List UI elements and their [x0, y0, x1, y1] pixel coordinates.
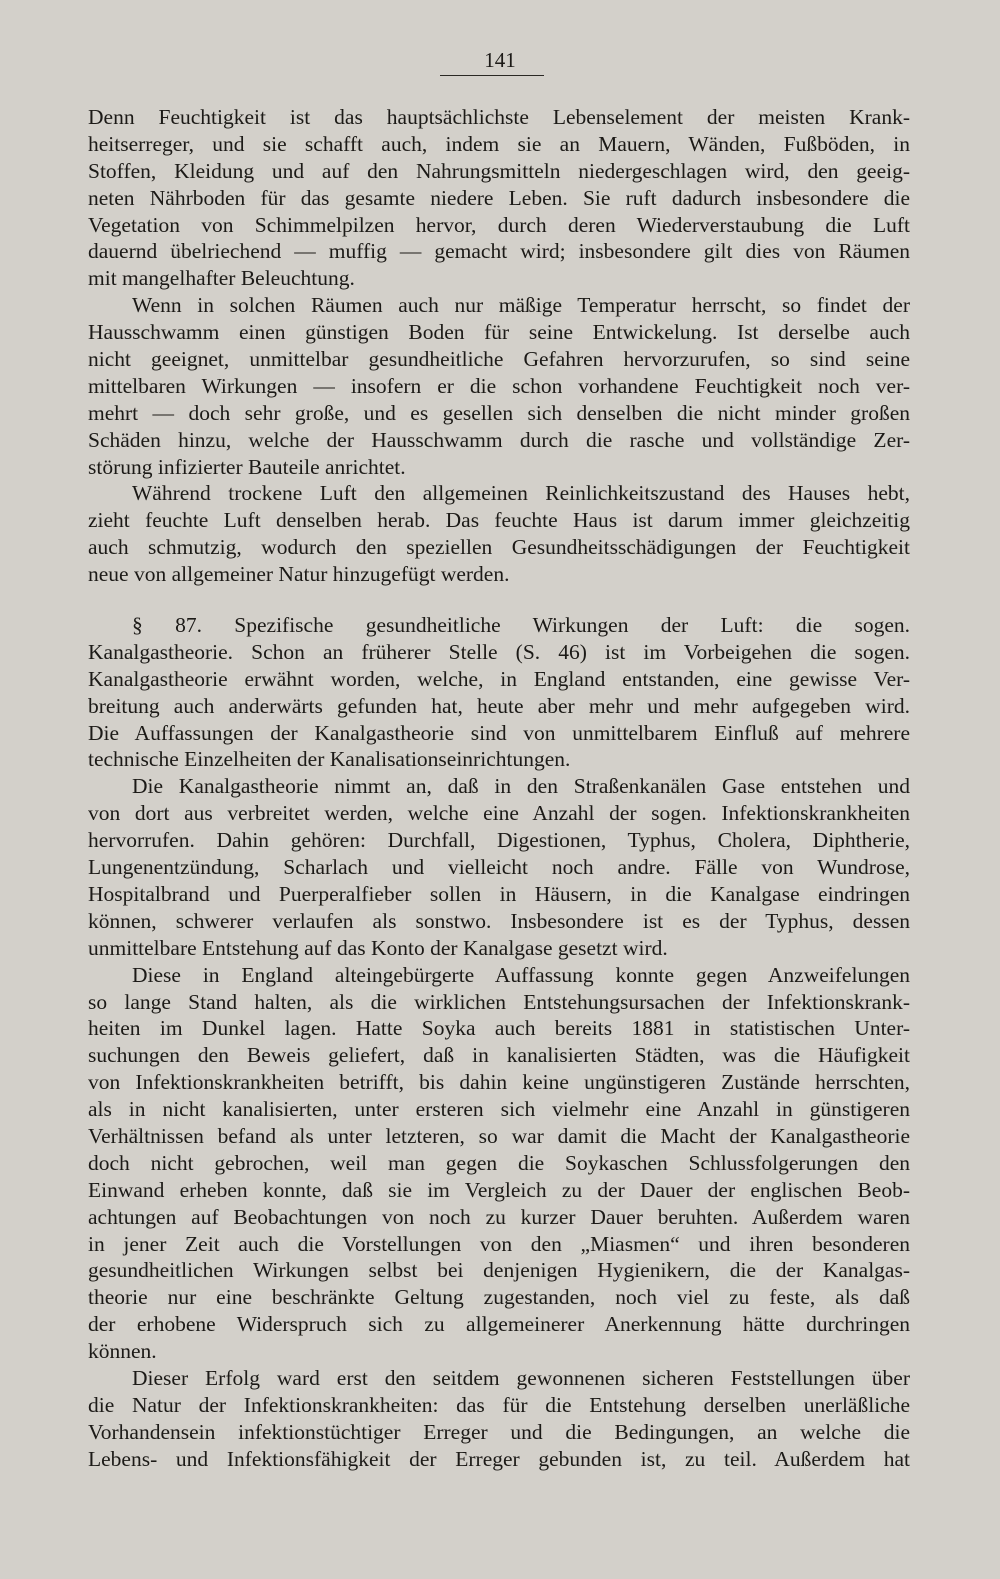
body-text: [88, 104, 910, 1473]
text-line: Wenn in solchen Räumen auch nur mäßige Temperatur herrscht, so findet der: [132, 293, 910, 318]
text-line: theorie nur eine beschränkte Geltung zugestanden, noch viel zu feste, als daß: [88, 1285, 910, 1310]
text-line: störung infizierter Bauteile anrichtet.: [88, 454, 406, 479]
text-line: mittelbaren Wirkungen — insofern er die schon vorhandene Feuchtigkeit noch ver-: [88, 373, 910, 398]
text-line: breitung auch anderwärts gefunden hat, heute aber mehr und mehr aufgegeben wird.: [88, 693, 910, 718]
text-line: neue von allgemeiner Natur hinzugefügt werden.: [88, 562, 510, 587]
text-line: Hausschwamm einen günstigen Boden für seine Entwickelung. Ist derselbe auch: [88, 320, 910, 345]
text-line: achtungen auf Beobachtungen von noch zu kurzer Dauer beruhten. Außerdem waren: [88, 1204, 910, 1229]
text-line: Während trockene Luft den allgemeinen Reinlichkeitszustand des Hauses hebt,: [132, 481, 910, 506]
text-line: Diese in England alteingebürgerte Auffassung konnte gegen Anzweifelungen: [132, 962, 910, 987]
text-line: suchungen den Beweis geliefert, daß in kanalisierten Städten, was die Häufigkeit: [88, 1043, 910, 1068]
text-line: hervorrufen. Dahin gehören: Durchfall, Digestionen, Typhus, Cholera, Diphtherie,: [88, 828, 910, 853]
text-line: Die Auffassungen der Kanalgastheorie sind von unmittelbarem Einfluß auf mehrere: [88, 720, 910, 745]
text-line: Stoffen, Kleidung und auf den Nahrungsmitteln niedergeschlagen wird, den geeig-: [88, 158, 910, 183]
text-line: neten Nährboden für das gesamte niedere Leben. Sie ruft dadurch insbesondere die: [88, 185, 910, 210]
text-line: heiten im Dunkel lagen. Hatte Soyka auch bereits 1881 in statistischen Unter-: [88, 1016, 910, 1041]
text-line: gesundheitlichen Wirkungen selbst bei denjenigen Hygienikern, die der Kanalgas-: [88, 1258, 910, 1283]
text-line: in jener Zeit auch die Vorstellungen von den „Miasmen“ und ihren besonderen: [88, 1231, 910, 1256]
text-line: Einwand erheben konnte, daß sie im Vergleich zu der Dauer der englischen Beob-: [88, 1177, 910, 1202]
text-line: Schäden hinzu, welche der Hausschwamm durch die rasche und vollständige Zer-: [88, 427, 910, 452]
text-line: § 87. Spezifische gesundheitliche Wirkungen der Luft: die sogen.: [132, 613, 910, 638]
section-gap: [88, 588, 910, 612]
text-line: von Infektionskrankheiten betrifft, bis dahin keine ungünstigeren Zustände herrschten,: [88, 1070, 910, 1095]
text-line: unmittelbare Entstehung auf das Konto der Kanalgase gesetzt wird.: [88, 935, 668, 960]
text-line: Dieser Erfolg ward erst den seitdem gewonnenen sicheren Feststellungen über: [132, 1365, 910, 1390]
text-line: als in nicht kanalisierten, unter ersteren sich vielmehr eine Anzahl in günstigeren: [88, 1097, 910, 1122]
text-line: Vegetation von Schimmelpilzen hervor, durch deren Wiederverstaubung die Luft: [88, 212, 910, 237]
text-line: Die Kanalgastheorie nimmt an, daß in den Straßenkanälen Gase entstehen und: [132, 774, 910, 799]
text-line: Vorhandensein infektionstüchtiger Erreger und die Bedingungen, an welche die: [88, 1419, 910, 1444]
text-line: dauernd übelriechend — muffig — gemacht wird; insbesondere gilt dies von Räumen: [88, 239, 910, 264]
text-line: Hospitalbrand und Puerperalfieber sollen in Häusern, in die Kanalgase eindringen: [88, 881, 910, 906]
text-line: mehrt — doch sehr große, und es gesellen sich denselben die nicht minder großen: [88, 400, 910, 425]
text-line: so lange Stand halten, als die wirklichen Entstehungsursachen der Infektionskrank-: [88, 989, 910, 1014]
text-line: Lungenentzündung, Scharlach und vielleicht noch andre. Fälle von Wundrose,: [88, 855, 910, 880]
text-line: nicht geeignet, unmittelbar gesundheitliche Gefahren hervorzurufen, so sind seine: [88, 347, 910, 372]
text-line: Verhältnissen befand als unter letzteren, so war damit die Macht der Kanalgastheorie: [88, 1123, 910, 1148]
page-number: 141: [484, 48, 516, 72]
text-line: Kanalgastheorie erwähnt worden, welche, in England entstanden, eine gewisse Ver-: [88, 666, 910, 691]
text-line: doch nicht gebrochen, weil man gegen die Soykaschen Schlussfolgerungen den: [88, 1150, 910, 1175]
text-line: Denn Feuchtigkeit ist das hauptsächlichste Lebenselement der meisten Krank-: [88, 105, 910, 129]
text-line: technische Einzelheiten der Kanalisationseinrichtungen.: [88, 747, 571, 772]
page-number-rule: [440, 75, 544, 76]
text-line: die Natur der Infektionskrankheiten: das für die Entstehung derselben unerläßliche: [88, 1392, 910, 1417]
text-line: auch schmutzig, wodurch den speziellen Gesundheitsschädigungen der Feuchtigkeit: [88, 535, 910, 560]
text-line: der erhobene Widerspruch sich zu allgemeinerer Anerkennung hätte durchringen: [88, 1312, 910, 1337]
text-line: heitserreger, und sie schafft auch, indem sie an Mauern, Wänden, Fußböden, in: [88, 131, 910, 156]
text-line: zieht feuchte Luft denselben herab. Das feuchte Haus ist darum immer gleichzeitig: [88, 508, 910, 533]
text-line: Kanalgastheorie. Schon an früherer Stelle (S. 46) ist im Vorbeigehen die sogen.: [88, 639, 910, 664]
text-line: mit mangelhafter Beleuchtung.: [88, 266, 355, 291]
text-line: können, schwerer verlaufen als sonstwo. Insbesondere ist es der Typhus, dessen: [88, 908, 910, 933]
text-line: können.: [88, 1339, 157, 1364]
text-line: Lebens- und Infektionsfähigkeit der Erreger gebunden ist, zu teil. Außerdem hat: [88, 1446, 910, 1471]
text-line: von dort aus verbreitet werden, welche eine Anzahl der sogen. Infektionskrankheiten: [88, 801, 910, 826]
